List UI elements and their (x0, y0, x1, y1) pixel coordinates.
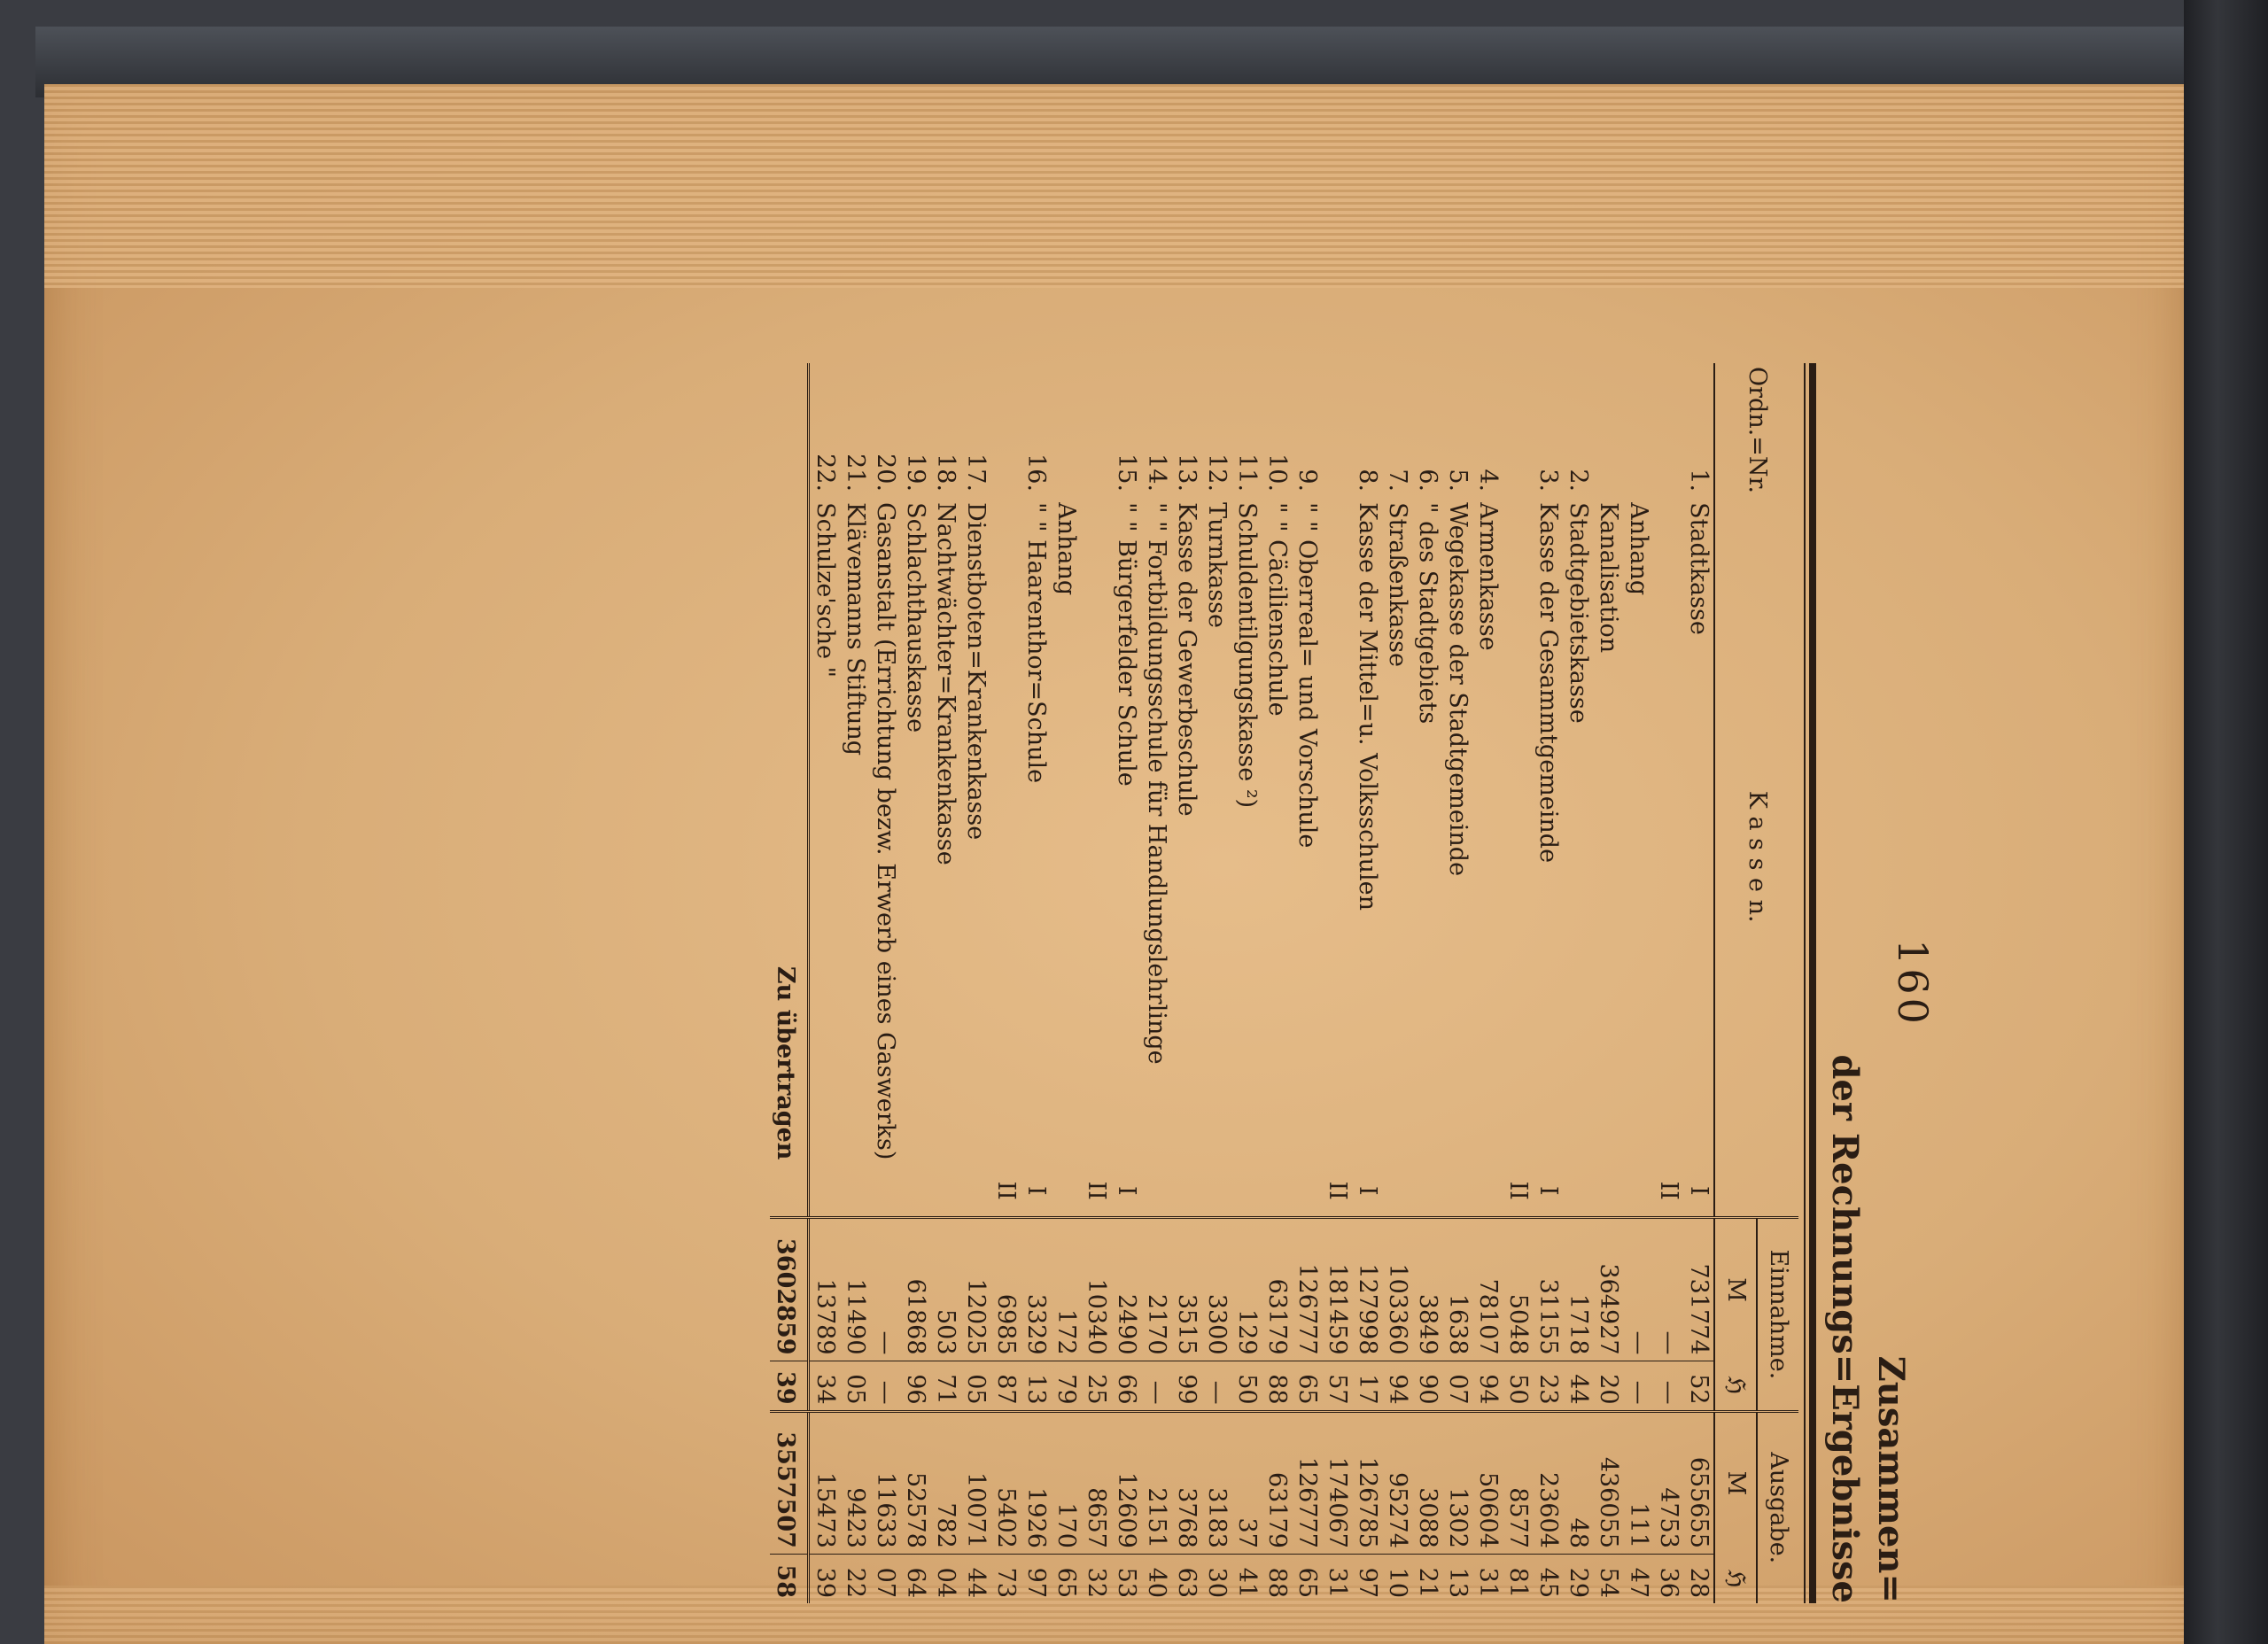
row-aus-mark: 111 (1625, 1502, 1652, 1548)
table-row (1141, 363, 1171, 1603)
total-aus-mark: 3557507 (770, 1411, 809, 1554)
row-part: II (990, 1165, 1021, 1217)
header-aus-pf: ℌ (1714, 1554, 1757, 1603)
row-aus-mark: 126785 (1354, 1456, 1381, 1548)
row-nr: 1. (1685, 469, 1713, 492)
row-name: Anhang (1625, 502, 1652, 596)
row-part (1623, 1165, 1653, 1217)
row-ein-mark: 126777 (1293, 1263, 1321, 1355)
row-name (990, 497, 1021, 1165)
row-ein-mark: — (1655, 1330, 1682, 1355)
row-part (900, 1165, 930, 1217)
row-aus-mark: 3088 (1414, 1487, 1441, 1548)
row-ein-mark: 3515 (1173, 1293, 1200, 1355)
row-aus-pf: 41 (1231, 1554, 1262, 1603)
row-part (870, 1165, 900, 1217)
row-ein-mark: 61868 (902, 1278, 929, 1355)
row-nr (1051, 363, 1081, 497)
table-row (930, 363, 960, 1603)
row-name (1322, 497, 1352, 1165)
row-aus-mark: 3768 (1173, 1487, 1200, 1548)
row-nr: 7. (1384, 469, 1411, 492)
row-ein-pf: — (1141, 1361, 1171, 1411)
row-ein-pf: 05 (840, 1361, 870, 1411)
row-name: " des Stadtgebiets (1414, 502, 1441, 725)
row-aus-pf: 54 (1593, 1554, 1623, 1603)
total-ein-mark: 3602859 (770, 1218, 809, 1361)
row-name: Stadtkasse (1685, 502, 1713, 635)
row-name: Armenkasse (1474, 502, 1502, 651)
row-ein-pf: 99 (1171, 1361, 1201, 1411)
row-ein-pf: 65 (1292, 1361, 1322, 1411)
row-aus-pf: 39 (809, 1554, 841, 1603)
row-nr (1593, 363, 1623, 497)
table-row (1653, 363, 1683, 1603)
total-ein-pf: 39 (770, 1361, 809, 1411)
row-nr: 12. (1203, 454, 1231, 492)
row-aus-mark: 5402 (992, 1487, 1020, 1548)
row-nr: 19. (902, 454, 929, 492)
row-ein-mark: 11490 (842, 1278, 869, 1355)
row-aus-mark: 23604 (1534, 1472, 1562, 1548)
row-aus-pf: 32 (1081, 1554, 1111, 1603)
row-aus-mark: 12609 (1113, 1472, 1140, 1548)
accounts-table (770, 363, 1798, 1603)
row-nr (1623, 363, 1653, 497)
row-aus-mark: 782 (932, 1502, 959, 1548)
row-ein-mark: 3849 (1414, 1293, 1441, 1355)
row-aus-pf: 81 (1503, 1554, 1533, 1603)
row-part (1563, 1165, 1593, 1217)
row-aus-mark: 436055 (1595, 1456, 1622, 1548)
row-aus-mark: 15473 (812, 1472, 839, 1548)
row-nr: 18. (932, 454, 959, 492)
row-nr: 14. (1143, 454, 1170, 492)
row-ein-pf: — (1201, 1361, 1231, 1411)
table-row (1081, 363, 1111, 1603)
table-row (960, 363, 990, 1603)
table-row (1683, 363, 1714, 1603)
row-aus-mark: 10071 (962, 1472, 990, 1548)
row-name: Kasse der Gewerbeschule (1173, 502, 1200, 817)
row-name: " " Bürgerfelder Schule (1113, 502, 1140, 787)
row-part (1593, 1165, 1623, 1217)
row-nr: 13. (1173, 454, 1200, 492)
header-ausgabe: Ausgabe. (1757, 1411, 1798, 1603)
header-kassen: K a s s e n. (1714, 497, 1798, 1218)
row-aus-pf: 65 (1051, 1554, 1081, 1603)
row-ein-pf: 34 (809, 1361, 841, 1411)
row-name: " " Haarenthor=Schule (1022, 502, 1050, 784)
row-name: Wegekasse der Stadtgemeinde (1444, 502, 1472, 877)
row-ein-pf: 52 (1683, 1361, 1714, 1411)
row-ein-mark: 3329 (1022, 1293, 1050, 1355)
row-ein-pf: 05 (960, 1361, 990, 1411)
total-row (770, 363, 809, 1603)
row-ein-pf: 90 (1412, 1361, 1442, 1411)
row-nr: 2. (1565, 469, 1592, 492)
row-ein-mark: 129 (1233, 1308, 1261, 1355)
page-stack-edge-top (44, 84, 2188, 288)
total-aus-pf: 58 (770, 1554, 809, 1603)
row-aus-pf: 07 (870, 1554, 900, 1603)
row-nr (1503, 363, 1533, 497)
row-ein-pf: 25 (1081, 1361, 1111, 1411)
row-ein-pf: — (1653, 1361, 1683, 1411)
row-part: I (1352, 1165, 1382, 1217)
row-ein-mark: 78107 (1474, 1278, 1502, 1355)
row-name (1503, 497, 1533, 1165)
table-row (1623, 363, 1653, 1603)
row-aus-pf: 53 (1111, 1554, 1141, 1603)
table-row (1021, 363, 1051, 1603)
table-row (1201, 363, 1231, 1603)
row-ein-pf: 94 (1472, 1361, 1503, 1411)
table-row (1292, 363, 1322, 1603)
row-ein-pf: 50 (1231, 1361, 1262, 1411)
table-header-row (1757, 363, 1798, 1603)
row-part: II (1503, 1165, 1533, 1217)
page-title (1821, 1054, 1914, 1603)
title-line-1: Zusammen= (1870, 1355, 1912, 1603)
table-row (1382, 363, 1412, 1603)
row-aus-pf: 10 (1382, 1554, 1412, 1603)
book-spine (2184, 0, 2268, 1644)
row-ein-mark: 13789 (812, 1278, 839, 1355)
row-ein-mark: 5048 (1504, 1293, 1532, 1355)
row-nr: 4. (1474, 469, 1502, 492)
row-ein-mark: 2490 (1113, 1293, 1140, 1355)
row-ein-pf: 57 (1322, 1361, 1352, 1411)
row-aus-pf: 97 (1021, 1554, 1051, 1603)
row-part (1412, 1165, 1442, 1217)
row-name: Schulze'sche " (812, 502, 839, 679)
title-rule-thin (1804, 363, 1806, 1603)
row-nr: 16. (1022, 454, 1050, 492)
table-row (1171, 363, 1201, 1603)
table-row (1503, 363, 1533, 1603)
row-nr: 9. (1293, 469, 1321, 492)
row-ein-pf: 88 (1262, 1361, 1292, 1411)
row-aus-mark: 48 (1565, 1517, 1592, 1548)
row-nr: 15. (1113, 454, 1140, 492)
row-name: Kanalisation (1595, 502, 1622, 654)
row-aus-pf: 29 (1563, 1554, 1593, 1603)
row-part (960, 1165, 990, 1217)
row-aus-pf: 40 (1141, 1554, 1171, 1603)
row-ein-mark: 181459 (1324, 1263, 1351, 1355)
row-name (1653, 497, 1683, 1165)
row-ein-pf: 20 (1593, 1361, 1623, 1411)
row-nr: 22. (812, 454, 839, 492)
row-ein-pf: 50 (1503, 1361, 1533, 1411)
page-number: 160 (1889, 939, 1937, 1028)
row-aus-mark: 1302 (1444, 1487, 1472, 1548)
row-ein-pf: 87 (990, 1361, 1021, 1411)
table-row (1262, 363, 1292, 1603)
row-aus-mark: 2151 (1143, 1487, 1170, 1548)
row-aus-pf: 45 (1533, 1554, 1563, 1603)
row-name: " " Oberreal= und Vorschule (1293, 502, 1321, 849)
row-aus-pf: 44 (960, 1554, 990, 1603)
row-aus-mark: 1926 (1022, 1487, 1050, 1548)
row-ein-pf: 79 (1051, 1361, 1081, 1411)
row-part (809, 1165, 841, 1217)
row-aus-mark: 37 (1233, 1517, 1261, 1548)
row-nr: 20. (872, 454, 899, 492)
row-aus-pf: 63 (1171, 1554, 1201, 1603)
row-nr (1653, 363, 1683, 497)
row-aus-mark: 11633 (872, 1472, 899, 1548)
row-aus-pf: 13 (1442, 1554, 1472, 1603)
row-nr (1081, 363, 1111, 497)
row-nr (1322, 363, 1352, 497)
row-name: Klävemanns Stiftung (842, 502, 869, 756)
row-ein-pf: 94 (1382, 1361, 1412, 1411)
row-name: " " Fortbildungsschule für Handlungslehrlinge (1143, 502, 1170, 1065)
row-ein-mark: 103360 (1384, 1263, 1411, 1355)
row-part: I (1021, 1165, 1051, 1217)
row-nr (990, 363, 1021, 497)
row-nr: 11. (1233, 454, 1261, 492)
row-part: I (1683, 1165, 1714, 1217)
row-name: Kasse der Gesammtgemeinde (1534, 502, 1562, 864)
header-aus-mark: M (1714, 1411, 1757, 1554)
row-ein-mark: 3300 (1203, 1293, 1231, 1355)
row-nr: 8. (1354, 469, 1381, 492)
total-label: Zu übertragen (770, 497, 809, 1165)
row-aus-mark: 63179 (1263, 1472, 1291, 1548)
table-row (1593, 363, 1623, 1603)
row-ein-mark: 63179 (1263, 1278, 1291, 1355)
row-aus-mark: 655655 (1685, 1456, 1713, 1548)
row-part: II (1653, 1165, 1683, 1217)
row-part (1262, 1165, 1292, 1217)
table-row (1472, 363, 1503, 1603)
row-name: Dienstboten=Krankenkasse (962, 502, 990, 841)
header-ein-pf: ℌ (1714, 1361, 1757, 1411)
title-rule-thick (1809, 363, 1816, 1603)
row-aus-mark: 4753 (1655, 1487, 1682, 1548)
row-ein-mark: 10340 (1083, 1278, 1110, 1355)
row-aus-pf: 65 (1292, 1554, 1322, 1603)
row-name: Straßenkasse (1384, 502, 1411, 667)
table-row (1442, 363, 1472, 1603)
row-part: I (1111, 1165, 1141, 1217)
row-ein-pf: 96 (900, 1361, 930, 1411)
header-einnahme: Einnahme. (1757, 1218, 1798, 1411)
row-aus-pf: 30 (1201, 1554, 1231, 1603)
row-ein-mark: 503 (932, 1308, 959, 1355)
row-ein-mark: 172 (1052, 1308, 1080, 1355)
row-aus-mark: 174067 (1324, 1456, 1351, 1548)
row-part (840, 1165, 870, 1217)
row-aus-pf: 88 (1262, 1554, 1292, 1603)
table-row (1563, 363, 1593, 1603)
row-aus-mark: 8577 (1504, 1487, 1532, 1548)
row-ein-mark: 2170 (1143, 1293, 1170, 1355)
table-row (990, 363, 1021, 1603)
row-aus-mark: 52578 (902, 1472, 929, 1548)
row-ein-pf: 66 (1111, 1361, 1141, 1411)
title-line-2: der Rechnungs=Ergebnisse (1824, 1054, 1866, 1603)
row-aus-pf: 22 (840, 1554, 870, 1603)
row-part: I (1533, 1165, 1563, 1217)
row-aus-pf: 97 (1352, 1554, 1382, 1603)
row-name: Nachtwächter=Krankenkasse (932, 502, 959, 865)
table-row (1412, 363, 1442, 1603)
row-ein-pf: 71 (930, 1361, 960, 1411)
row-aus-pf: 31 (1472, 1554, 1503, 1603)
row-part (1442, 1165, 1472, 1217)
row-aus-mark: 3183 (1203, 1487, 1231, 1548)
row-nr: 6. (1414, 469, 1441, 492)
row-name: Turnkasse (1203, 502, 1231, 628)
row-part: II (1081, 1165, 1111, 1217)
table-row (809, 363, 841, 1603)
row-aus-pf: 31 (1322, 1554, 1352, 1603)
row-ein-pf: 17 (1352, 1361, 1382, 1411)
row-aus-mark: 9423 (842, 1487, 869, 1548)
table-row (1231, 363, 1262, 1603)
row-nr: 17. (962, 454, 990, 492)
row-part (1382, 1165, 1412, 1217)
row-ein-mark: 1718 (1565, 1293, 1592, 1355)
row-part (1292, 1165, 1322, 1217)
row-ein-mark: — (872, 1330, 899, 1355)
row-part (1171, 1165, 1201, 1217)
row-part (1201, 1165, 1231, 1217)
row-name: " " Cäcilienschule (1263, 502, 1291, 717)
table-row (1533, 363, 1563, 1603)
row-ein-pf: 44 (1563, 1361, 1593, 1411)
row-ein-pf: 13 (1021, 1361, 1051, 1411)
row-aus-pf: 36 (1653, 1554, 1683, 1603)
row-name: Stadtgebietskasse (1565, 502, 1592, 724)
row-ein-mark: — (1625, 1330, 1652, 1355)
row-nr: 3. (1534, 469, 1562, 492)
table-row (870, 363, 900, 1603)
row-name: Anhang (1052, 502, 1080, 596)
row-aus-mark: 8657 (1083, 1487, 1110, 1548)
table-row (1051, 363, 1081, 1603)
table-row (1111, 363, 1141, 1603)
row-nr: 10. (1263, 454, 1291, 492)
row-ein-pf: — (870, 1361, 900, 1411)
row-name (1081, 497, 1111, 1165)
row-ein-mark: 127998 (1354, 1263, 1381, 1355)
table-row (840, 363, 870, 1603)
row-name: Schuldentilgungskasse ²) (1233, 502, 1261, 809)
row-name: Gasanstalt (Errichtung bezw. Erwerb eines Gaswerks) (872, 502, 899, 1160)
row-ein-pf: — (1623, 1361, 1653, 1411)
row-aus-pf: 04 (930, 1554, 960, 1603)
row-ein-mark: 1638 (1444, 1293, 1472, 1355)
row-ein-mark: 731774 (1685, 1263, 1713, 1355)
row-name: Kasse der Mittel=u. Volksschulen (1354, 502, 1381, 911)
row-part (1141, 1165, 1171, 1217)
row-part: II (1322, 1165, 1352, 1217)
row-ein-mark: 364927 (1595, 1263, 1622, 1355)
row-ein-pf: 23 (1533, 1361, 1563, 1411)
row-name: Schlachthauskasse (902, 502, 929, 733)
row-ein-mark: 31155 (1534, 1278, 1562, 1355)
row-aus-mark: 126777 (1293, 1456, 1321, 1548)
row-nr: 5. (1444, 469, 1472, 492)
row-ein-pf: 07 (1442, 1361, 1472, 1411)
table-row (1352, 363, 1382, 1603)
row-part (1051, 1165, 1081, 1217)
row-aus-pf: 28 (1683, 1554, 1714, 1603)
table-row (1322, 363, 1352, 1603)
row-aus-pf: 73 (990, 1554, 1021, 1603)
header-nr: Ordn.=Nr. (1714, 363, 1798, 497)
table-body (809, 363, 1715, 1603)
row-aus-mark: 170 (1052, 1502, 1080, 1548)
rotated-page-content (266, 328, 1949, 1639)
row-aus-pf: 47 (1623, 1554, 1653, 1603)
row-aus-pf: 64 (900, 1554, 930, 1603)
row-aus-mark: 50604 (1474, 1472, 1502, 1548)
row-part (1472, 1165, 1503, 1217)
row-part (1231, 1165, 1262, 1217)
row-part (930, 1165, 960, 1217)
row-aus-pf: 21 (1412, 1554, 1442, 1603)
row-ein-mark: 6985 (992, 1293, 1020, 1355)
header-ein-mark: M (1714, 1218, 1757, 1361)
row-aus-mark: 95274 (1384, 1472, 1411, 1548)
row-ein-mark: 12025 (962, 1278, 990, 1355)
table-row (900, 363, 930, 1603)
row-nr: 21. (842, 454, 869, 492)
